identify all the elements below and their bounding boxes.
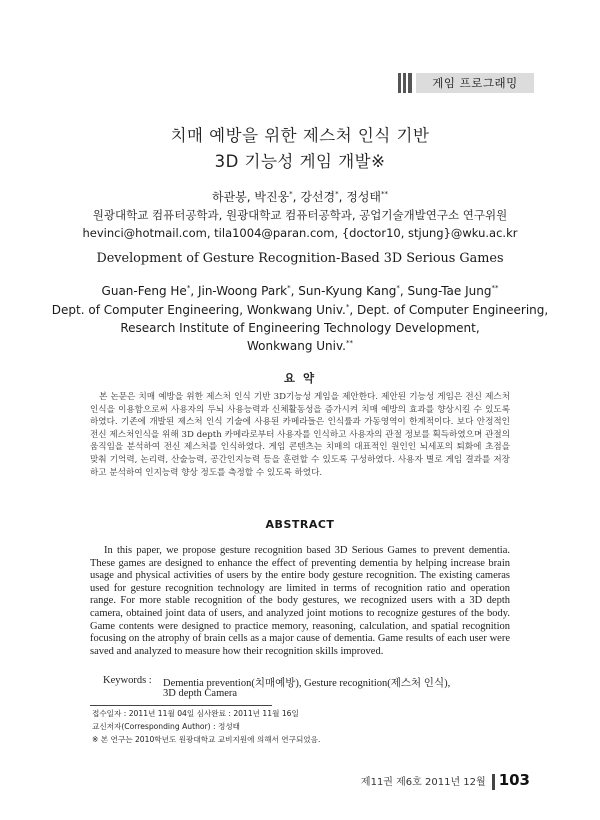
keywords-line2: 3D depth Camera (163, 688, 238, 699)
affiliation-en-line2: Research Institute of Engineering Technology Development, (120, 321, 480, 335)
authors-en: Guan-Feng He*, Jin-Woong Park*, Sun-Kyung Kang*, Sung-Tae Jung** (101, 284, 499, 298)
abstract-en-text: In this paper, we propose gesture recognition based 3D Serious Games to prevent dementia. These games are designed to enhance the effect of preventing dementia by helping increase brain usage and physical activities of users by the entire body gesture recognition. The existing cameras used for gesture recognition technology are limited in terms of recognition ratio and operation range. For more stable recognition of the body gestures, we recognized users with a 3D depth camera, obtained joint data of users, and analyzed joint motions to recognize gestures of the body. Game contents were designed to practice memory, reasoning, calculation, and spatial recognition focusing on the atrophy of brain cells as a major cause of dementia. Game results of each user were saved and analyzed to measure how their recognition skills improved. (90, 545, 510, 657)
authors-ko: 하관봉, 박진웅*, 강선경*, 정성태** (211, 190, 389, 204)
affiliation-en-part-b: , Dept. of Computer Engineering, (349, 303, 549, 317)
affiliation-ko: 원광대학교 컴퓨터공학과, 원광대학교 컴퓨터공학과, 공업기술개발연구소 연구위원 (92, 208, 508, 222)
author-ko-2: 박진웅 (254, 190, 290, 204)
title-en: Development of Gesture Recognition-Based 3D Serious Games (96, 251, 504, 266)
footnote-corresponding: 교신저자(Corresponding Author) : 정성태 (92, 722, 241, 731)
affiliation-en-line1: Dept. of Computer Engineering, Wonkwang Univ.*, Dept. of Computer Engineering, (51, 303, 549, 317)
footer-separator (492, 774, 495, 790)
author-ko-4: 정성태 (346, 190, 382, 204)
emails: hevinci@hotmail.com, tila1004@paran.com, {doctor10, stjung}@wku.ac.kr (82, 226, 518, 240)
author-en-2: Jin-Woong Park (197, 284, 288, 298)
author-en-4: Sung-Tae Jung (407, 284, 492, 298)
page-number: 103 (498, 771, 530, 789)
affiliation-en-line3: Wonkwang Univ.** (247, 339, 353, 353)
abstract-ko-heading: 요 약 (283, 371, 317, 385)
author-ko-1: 하관봉 (211, 190, 247, 204)
title-ko-line2: 3D 기능성 게임 개발※ (214, 152, 386, 171)
abstract-en-heading: ABSTRACT (265, 518, 335, 531)
author-ko-3: 강선경 (300, 190, 336, 204)
footnote-rule (90, 705, 272, 706)
title-ko-line1: 치매 예방을 위한 제스처 인식 기반 (170, 126, 430, 145)
author-en-3: Sun-Kyung Kang (298, 284, 397, 298)
footnote-received: 접수일자 : 2011년 11월 04일 심사완료 : 2011년 11월 16일 (92, 709, 299, 718)
author-en-1: Guan-Feng He (101, 284, 187, 298)
page-footer (361, 771, 530, 790)
abstract-ko-text: 본 논문은 치매 예방을 위한 제스처 인식 기반 3D기능성 게임을 제안한다. 제안된 기능성 게임은 전신 제스처 인식을 이용함으로써 사용자의 두뇌 사용능력과 신체활동성을 증가시켜 치매 예방의 효과를 향상시킬 수 있도록 하였다. 기존에 개발된 제스처 인식 기술에 사용된 카메라들은 인식률과 가동영역이 한계적이다. 보다 안정적인 전신 제스처인식을 위해 3D depth 카메라로부터 사용자를 인식하고 사용자의 관절 정보를 획득하였으며 관절의 움직임을 분석하여 전신 제스처를 인식하였다. 게임 콘텐츠는 치매의 대표적인 원인인 뇌세포의 퇴화에 초점을 맞춰 기억력, 논리력, 산술능력, 공간인지능력 등을 훈련할 수 있도록 구성하였다. 사용자 별로 게임 결과를 저장하고 분석하여 인지능력 향상 정도를 측정할 수 있도록 하였다. (90, 392, 510, 478)
affiliation-en-univ: Wonkwang Univ. (247, 339, 346, 353)
category-label: 게임 프로그래밍 (416, 73, 534, 93)
affiliation-en-part-a: Dept. of Computer Engineering, Wonkwang Univ. (51, 303, 346, 317)
keywords-label: Keywords : (103, 675, 152, 686)
header-decoration-bars (398, 73, 414, 93)
footnote-funding: ※ 본 연구는 2010학년도 원광대학교 교비지원에 의해서 연구되었음. (92, 735, 321, 744)
keywords-line1: Dementia prevention(치매예방), Gesture recognition(제스처 인식), (163, 678, 451, 689)
volume-info: 제11권 제6호 2011년 12월 (360, 777, 486, 788)
